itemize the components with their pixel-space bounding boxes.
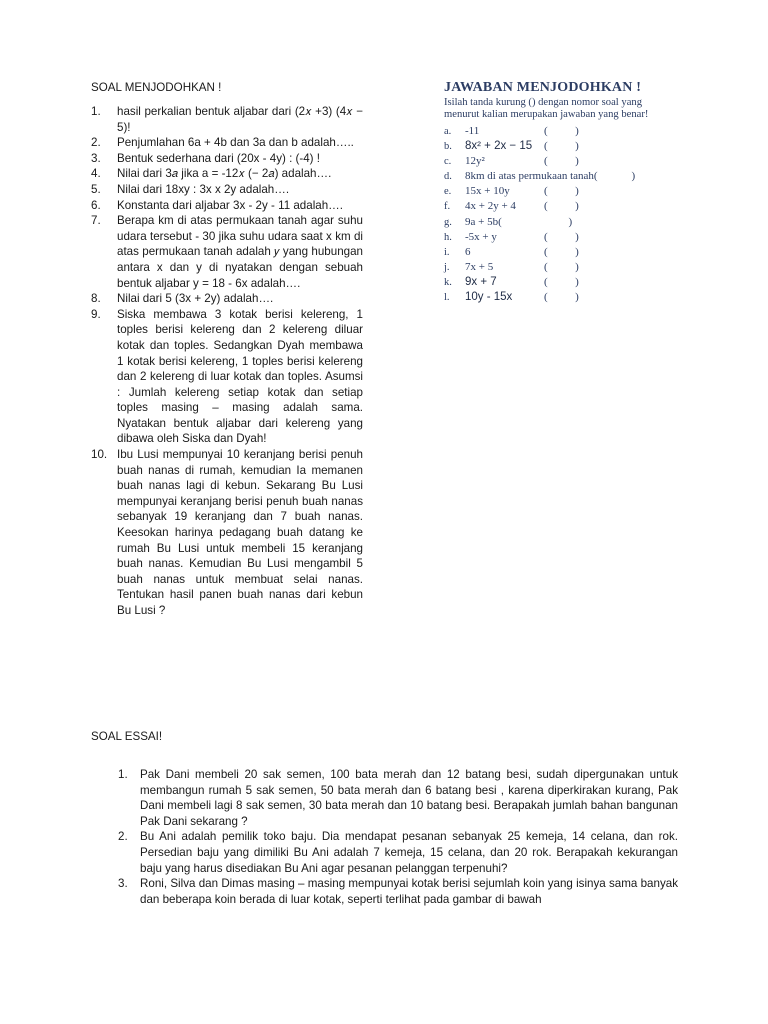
answer-letter: k. [444, 276, 452, 288]
answer-letter: h. [444, 231, 452, 243]
answer-item [444, 139, 664, 154]
answer-expression: 12y² [465, 155, 485, 168]
answer-letter: a. [444, 126, 452, 137]
answer-blank: ( ) [544, 245, 579, 258]
answer-list [444, 124, 664, 305]
essay-question-list [118, 767, 678, 907]
answer-letter: c. [444, 156, 452, 168]
question-number: 4. [91, 167, 101, 181]
answer-blank: ( ) [544, 125, 579, 137]
answer-expression: 15x + 10y [465, 185, 510, 198]
question-text: Nilai dari 18xy : 3x x 2y adalah…. [117, 182, 290, 196]
answer-letter: b. [444, 141, 452, 153]
question-text: Berapa km di atas permukaan tanah agar suhu udara tersebut - 30 jika suhu udara saat x km di atas permukaan tanah adalah 𝑦 yang hubungan antara x dan y di nyatakan dengan sebuah bentuk aljabar y = 18 - 6x adalah…. [117, 214, 363, 290]
question-text: Bu Ani adalah pemilik toko baju. Dia mendapat pesanan sebanyak 25 kemeja, 14 celana, dan rok. Persedian baju yang dimiliki Bu Ani adalah 7 kemeja, 15 celana, dan 20 rok. Berapakah kekurangan baju yang harus disediakan Bu Ani agar pesanan pelanggan terpenuhi? [140, 830, 678, 875]
question-number: 2. [118, 830, 128, 844]
matching-question [91, 104, 363, 135]
question-text: Nilai dari 5 (3x + 2y) adalah…. [117, 292, 274, 306]
answer-expression: 9x + 7 [465, 275, 497, 288]
answer-blank: ( ) [544, 200, 579, 213]
essay-question [118, 876, 678, 907]
answer-expression: -11 [465, 125, 480, 137]
matching-question [91, 291, 363, 307]
answer-expression: 4x + 2y + 4 [465, 200, 516, 213]
answer-item [444, 124, 664, 139]
answer-letter: l. [444, 292, 450, 304]
matching-question [91, 198, 363, 214]
question-text: Bentuk sederhana dari (20x - 4y) : (-4) ! [117, 151, 320, 165]
question-number: 6. [91, 198, 101, 212]
answer-blank: ( ) [544, 230, 579, 243]
matching-question [91, 307, 363, 447]
question-number: 2. [91, 136, 101, 150]
answer-letter: e. [444, 186, 452, 198]
matching-heading: SOAL MENJODOHKAN ! [91, 81, 222, 94]
answer-blank: ) [615, 170, 636, 183]
matching-question [91, 182, 363, 198]
answer-blank: ( ) [544, 275, 579, 288]
question-text: Nilai dari 3𝑎 jika a = -12𝑥 (− 2𝑎) adalah…. [117, 167, 332, 181]
question-text: Roni, Silva dan Dimas masing – masing mempunyai kotak berisi sejumlah koin yang isinya sama banyak dan beberapa koin berada di luar kotak, seperti terlihat pada gambar di bawah [140, 877, 678, 906]
answer-blank: ) [541, 215, 573, 228]
answer-letter: j. [444, 261, 450, 273]
answer-key-panel [444, 80, 664, 305]
question-number: 1. [91, 105, 101, 118]
answer-item [444, 215, 664, 230]
question-text: Ibu Lusi mempunyai 10 keranjang berisi penuh buah nanas di rumah, kemudian Ia memanen buah nanas lagi di kebun. Sekarang Bu Lusi mempunyai keranjang berisi penuh buah nanas sebanyak 19 keranjang dan 7 buah nanas. Keesokan harinya pedagang buah datang ke rumah Bu Lusi untuk membeli 15 keranjang buah nanas. Kemudian Bu Lusi mengambil 5 buah nanas untuk membuat selai nanas. Tentukan hasil panen buah nanas dari kebun Bu Lusi ? [117, 448, 363, 617]
matching-question [91, 151, 363, 167]
answer-letter: i. [444, 246, 450, 258]
answer-item [444, 290, 664, 305]
question-text: Pak Dani membeli 20 sak semen, 100 bata merah dan 12 batang besi, sudah dipergunakan untuk membangun rumah 5 sak semen, 50 bata merah dan 6 batang besi , karena diperkirakan kurang, Pak Dani membeli lagi 8 sak semen, 30 bata merah dan 10 batang besi. Berapakah jumlah bahan bangunan Pak Dani sekarang ? [140, 768, 678, 828]
question-number: 1. [118, 768, 128, 781]
question-number: 9. [91, 307, 101, 321]
answer-expression: -5x + y [465, 230, 497, 243]
answer-item [444, 184, 664, 199]
answer-blank: ( ) [544, 185, 579, 198]
answer-blank: ( ) [544, 291, 579, 304]
answer-item [444, 275, 664, 290]
answer-item [444, 260, 664, 275]
question-text: Penjumlahan 6a + 4b dan 3a dan b adalah….. [117, 136, 354, 150]
question-text: Konstanta dari aljabar 3x - 2y - 11 adalah…. [117, 198, 343, 212]
answer-expression: 9a + 5b( [465, 215, 502, 228]
answer-title: JAWABAN MENJODOHKAN ! [444, 80, 642, 95]
answer-expression: 10y - 15x [465, 291, 513, 304]
question-number: 3. [91, 151, 101, 165]
answer-item [444, 245, 664, 260]
question-number: 3. [118, 877, 128, 891]
essay-question [118, 767, 678, 829]
question-text: Siska membawa 3 kotak berisi kelereng, 1 toples berisi kelereng dan 2 kelereng diluar kotak dan toples. Sedangkan Dyah membawa 1 kotak berisi kelereng, 1 toples berisi kelereng dan 2 kelereng di luar kotak dan toples. Asumsi : Jumlah kelereng setiap kotak dan setiap toples masing – masing adalah sama. Nyatakan bentuk aljabar dari kelereng yang dibawa oleh Siska dan Dyah! [117, 307, 363, 446]
answer-item [444, 230, 664, 245]
answer-item [444, 169, 664, 184]
question-text: hasil perkalian bentuk aljabar dari (2𝑥 +3) (4𝑥 − 5)! [117, 105, 363, 134]
answer-letter: f. [444, 201, 451, 213]
answer-blank: ( ) [544, 155, 579, 168]
matching-question-list [91, 104, 363, 619]
question-number: 8. [91, 292, 101, 306]
answer-instruction: Isilah tanda kurung () dengan nomor soal yang menurut kalian merupakan jawaban yang benar! [444, 97, 649, 120]
answer-expression: 8km di atas permukaan tanah( [465, 170, 598, 183]
matching-question [91, 447, 363, 619]
matching-question [91, 166, 363, 182]
essay-heading: SOAL ESSAI! [91, 730, 163, 743]
answer-item [444, 199, 664, 214]
matching-question [91, 213, 363, 291]
answer-item [444, 154, 664, 169]
answer-blank: ( ) [544, 260, 579, 273]
answer-letter: g. [444, 216, 452, 228]
question-number: 5. [91, 182, 101, 196]
answer-letter: d. [444, 171, 452, 183]
answer-expression: 7x + 5 [465, 260, 494, 273]
answer-blank: ( ) [544, 140, 579, 153]
question-number: 10. [91, 448, 108, 462]
essay-question [118, 829, 678, 876]
answer-expression: 6 [465, 245, 471, 258]
answer-expression: 8x² + 2x − 15 [465, 140, 533, 153]
question-number: 7. [91, 214, 101, 228]
matching-question [91, 135, 363, 151]
